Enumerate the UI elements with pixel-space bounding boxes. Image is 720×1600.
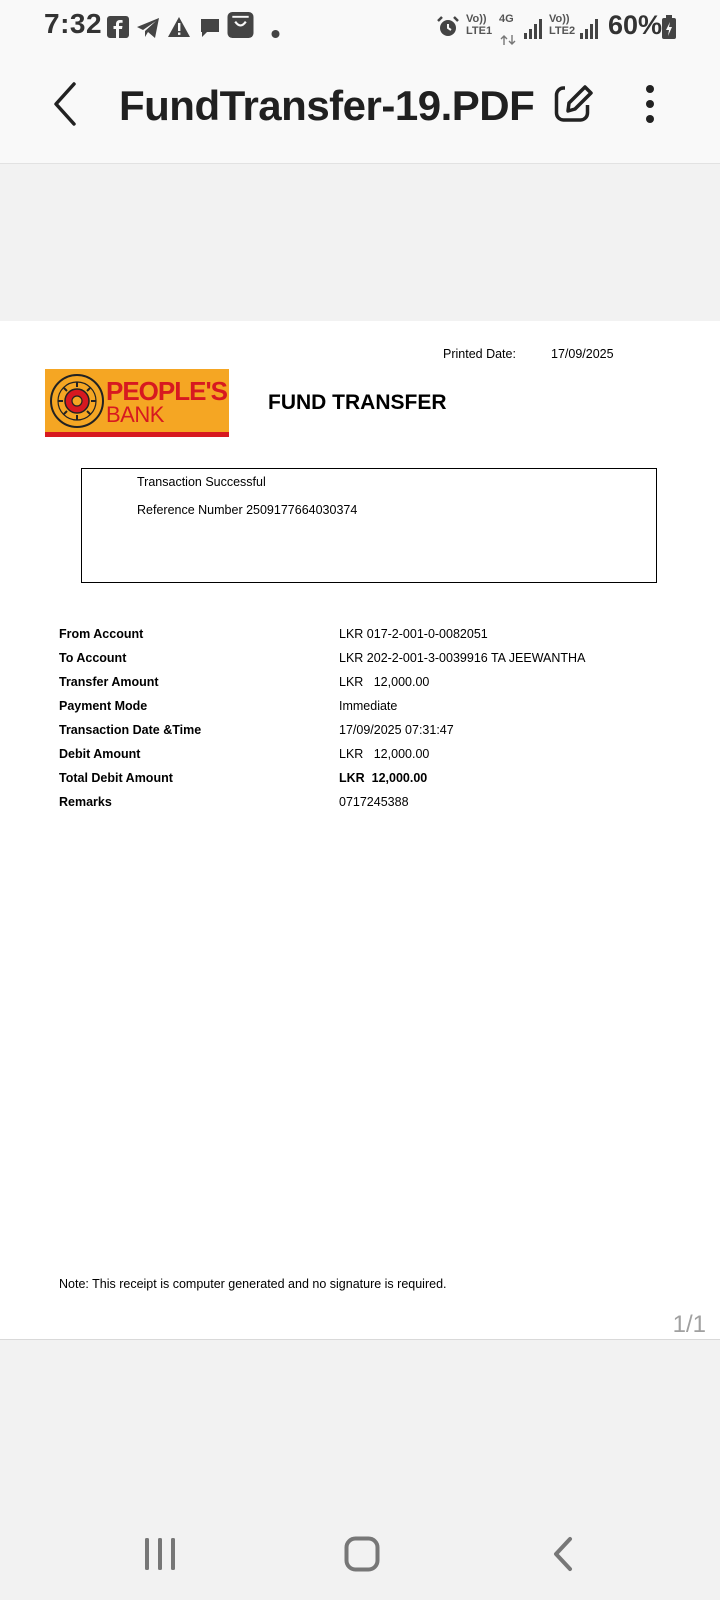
status-bar [0,0,720,52]
detail-row [59,747,699,771]
detail-value: 0717245388 [339,795,409,809]
logo-text-peoples: PEOPLE'S [106,376,227,406]
detail-label: Payment Mode [59,699,148,713]
detail-row [59,795,699,819]
lte2-label: LTE2 [549,25,576,37]
signal2-icon [580,16,600,42]
detail-value: LKR 12,000.00 [339,675,430,689]
receipt-title: FUND TRANSFER [268,391,447,414]
detail-value: LKR 202-2-001-3-0039916 TA JEEWANTHA [339,651,586,665]
signal1-icon [524,16,544,42]
status-time: 7:32 [44,8,103,39]
detail-label: From Account [59,627,144,641]
detail-value: LKR 12,000.00 [339,771,428,785]
nav-back-icon[interactable] [552,1536,574,1572]
notification-dot-icon [271,21,280,47]
detail-label: Total Debit Amount [59,771,173,785]
back-icon[interactable] [50,82,80,126]
logo-red-bar [45,432,229,437]
telegram-icon [136,15,161,41]
transaction-status: Transaction Successful [137,475,266,489]
detail-value: LKR 017-2-001-0-0082051 [339,627,488,641]
edit-icon[interactable] [554,83,594,123]
detail-value: Immediate [339,699,398,713]
detail-row [59,627,699,651]
detail-label: Debit Amount [59,747,141,761]
shopping-bag-icon [227,12,254,38]
detail-label: Remarks [59,795,112,809]
facebook-icon [107,14,129,40]
detail-row [59,675,699,699]
peoples-bank-logo [45,369,229,437]
data-arrows-icon [500,27,516,53]
network-type-label: 4G [499,13,514,25]
detail-label: To Account [59,651,127,665]
detail-value: LKR 12,000.00 [339,747,430,761]
pdf-page[interactable] [0,321,720,1340]
more-options-icon[interactable] [644,84,656,124]
home-icon[interactable] [344,1536,380,1572]
detail-row [59,651,699,675]
reference-number: Reference Number 2509177664030374 [137,503,358,517]
message-icon [199,15,221,41]
alarm-icon [436,14,460,40]
volte1-label: Vo)) [466,13,487,25]
document-title: FundTransfer-19.PDF [119,82,535,129]
battery-icon [662,14,676,40]
detail-value: 17/09/2025 07:31:47 [339,723,454,737]
page-indicator: 1/1 [672,1311,706,1338]
volte2-label: Vo)) [549,13,570,25]
navigation-bar [0,1510,720,1600]
transaction-status-box [81,468,657,583]
detail-row [59,699,699,723]
detail-row [59,723,699,747]
warning-icon [167,14,191,40]
recent-apps-icon[interactable] [144,1537,176,1571]
detail-row [59,771,699,795]
printed-date-value: 17/09/2025 [551,347,614,361]
transaction-details [59,627,699,819]
detail-label: Transfer Amount [59,675,159,689]
lte1-label: LTE1 [466,25,493,37]
logo-text-bank: BANK [106,402,164,427]
detail-label: Transaction Date &Time [59,723,202,737]
app-bar [0,52,720,164]
battery-percent: 60% [608,10,663,40]
printed-date-label: Printed Date: [443,347,516,361]
viewer-background [0,164,720,321]
receipt-note: Note: This receipt is computer generated and no signature is required. [59,1277,447,1291]
bank-emblem-icon [49,373,105,429]
